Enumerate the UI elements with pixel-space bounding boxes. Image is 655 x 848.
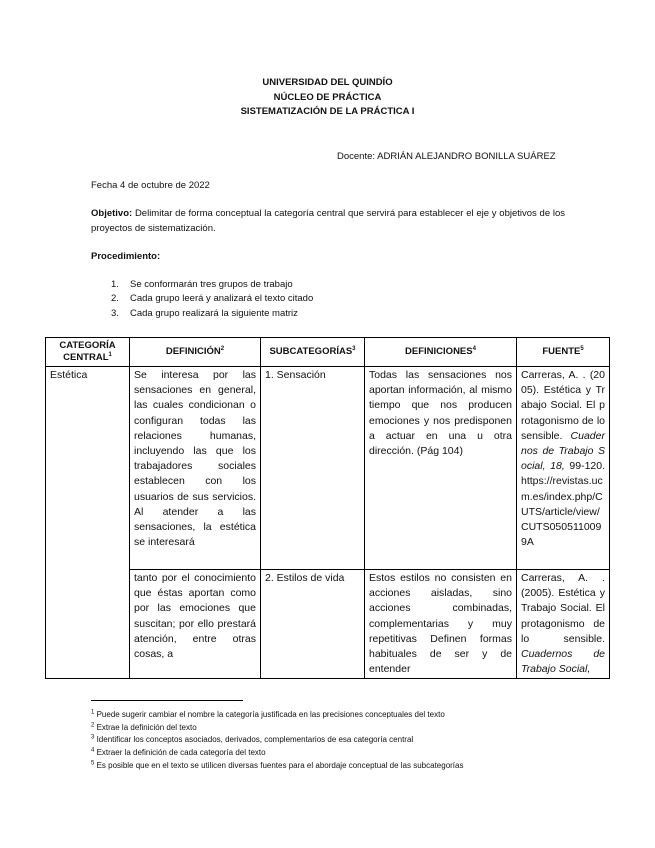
category-cell: Estética <box>46 367 130 679</box>
document-header <box>0 76 655 120</box>
footnote: $^1$ Puede sugerir cambiar el nombre la categoría justificada en las precisiones conceptuales del texto <box>91 709 445 719</box>
table-row <box>46 367 610 570</box>
subcategory-cell: 2. Estilos de vida <box>261 570 365 679</box>
table-header-row <box>46 338 610 367</box>
definition-cell-continued: tanto por el conocimiento que éstas aportan como por las emociones que suscitan; por ello prestará atención, entre otras cosas, a <box>130 570 261 679</box>
objective-paragraph <box>91 206 565 236</box>
university-name: UNIVERSIDAD DEL QUINDÍO <box>262 77 393 88</box>
document-title: SISTEMATIZACIÓN DE LA PRÁCTICA I <box>240 106 415 117</box>
procedure-title: Procedimiento: <box>91 251 161 262</box>
source-cell: Carreras, A. . (2005). Estética y Trabajo Social. El protagonismo de lo sensible. Cuadernos de Trabajo Social, <box>517 570 610 679</box>
definition-cell: Se interesa por las sensaciones en general, las cuales condicionan o configuran todas las relaciones humanas, incluyendo las que los trabajadores sociales establecen con los usuarios de sus servicios. Al atender a las sensaciones, la estética se interesará <box>130 367 261 570</box>
procedure-step: 3. Cada grupo realizará la siguiente matriz <box>111 307 298 319</box>
header-fuente: FUENTE$^5$ <box>517 338 610 367</box>
procedure-steps <box>111 278 313 321</box>
footnote: $^3$ Identificar los conceptos asociados, derivados, complementarios de esa categoría central <box>91 734 414 745</box>
footnote-separator <box>91 700 243 701</box>
table-row <box>46 570 610 679</box>
subcategory-definition-cell: Estos estilos no consisten en acciones aisladas, sino acciones combinadas, complementarias y muy repetitivas Definen formas habituales de ser y de entender <box>365 570 517 679</box>
footnote: $^5$ Es posible que en el texto se utilicen diversas fuentes para el abordaje conceptual de las subcategorías <box>91 760 464 770</box>
practice-nucleus: NÚCLEO DE PRÁCTICA <box>273 91 382 103</box>
teacher-line: Docente: ADRIÁN ALEJANDRO BONILLA SUÁREZ <box>337 151 556 162</box>
footnotes <box>91 709 463 773</box>
procedure-step: 1. Se conformarán tres grupos de trabajo <box>111 279 293 290</box>
procedure-step: 2. Cada grupo leerá y analizará el texto citado <box>111 293 314 305</box>
header-subcategorias: SUBCATEGORÍAS$^3$ <box>261 338 365 367</box>
footnote: $^4$ Extraer la definición de cada categoría del texto <box>91 747 266 758</box>
footnote: $^2$ Extrae la definición del texto <box>91 722 197 732</box>
header-definicion: DEFINICIÓN$^2$ <box>130 338 261 367</box>
subcategory-cell: 1. Sensación <box>261 367 365 570</box>
date-line: Fecha 4 de octubre de 2022 <box>91 180 210 191</box>
subcategory-definition-cell: Todas las sensaciones nos aportan información, al mismo tiempo que nos producen emociones y nos predisponen a actuar en una u otra dirección. (Pág 104) <box>365 367 517 570</box>
category-matrix-table <box>45 337 610 679</box>
source-cell: Carreras, A. . (2005). Estética y Trabajo Social. El protagonismo de lo sensible. Cuadernos de Trabajo Social, 18, 99-120. https://revistas.ucm.es/index.php/CUTS/article/view/CUTS0505110099A <box>517 367 610 570</box>
header-categoria-central: CATEGORÍA CENTRAL$^1$ <box>46 338 130 367</box>
source-url: https://revistas.ucm.es/index.php/CUTS/article/view/CUTS0505110099A <box>521 475 603 549</box>
objective-text: Delimitar de forma conceptual la categoría central que servirá para establecer el eje y objetivos de los proyectos de sistematización. <box>91 208 565 234</box>
objective-label: Objetivo: <box>91 208 133 219</box>
header-definiciones: DEFINICIONES$^4$ <box>365 338 517 367</box>
